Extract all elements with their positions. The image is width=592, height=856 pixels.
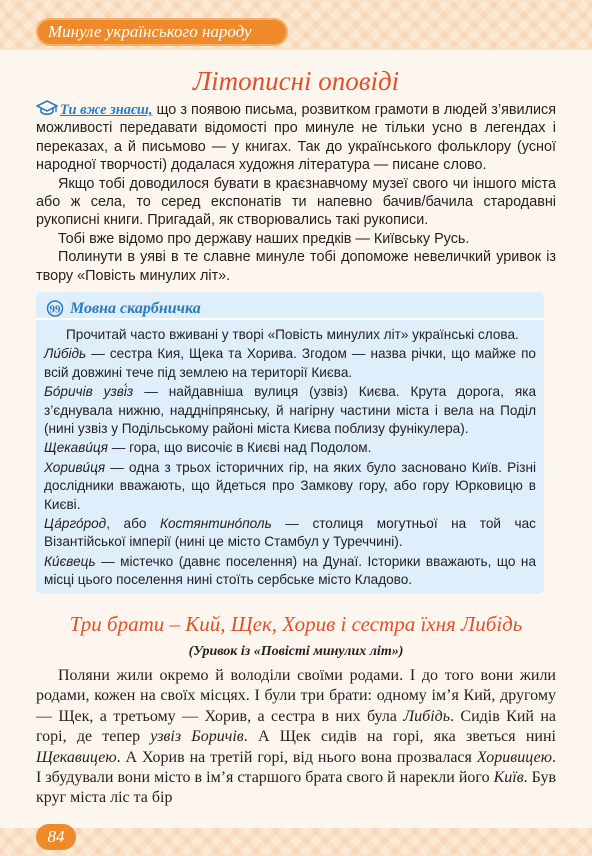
vocabulary-intro: Прочитай часто вживані у творі «Повість минулих літ» українські слова. [66,327,519,342]
vocab-definition: — гора, що височіє в Києві над Подолом. [107,440,372,456]
vocabulary-box [36,292,544,594]
story-run: . І збудували вони місто в ім’я старшого брата свого й нарекли його [36,748,556,787]
intro-text-1: що з появою письма, розвитком грамоти в людей з’явилися можливості передавати відомості про минуле не тільки усно в легендах і переказах, а й письмово — у книгах. Так до українського фольклору (усної народної творчості) додалася художня література — писане слово. [36,102,556,174]
intro-section [36,100,556,285]
story-run: . Сидів Кий на горі, де тепер [36,707,557,746]
vocab-definition: — столиця могутньої на той час Візантійської імперії (нині це місто Стамбул у Туреччині). [44,516,536,550]
you-know-label: Ти вже знаєш, [60,102,153,118]
intro-paragraph-1 [36,100,556,175]
vocab-definition: — містечко (давнє поселення) на Дунаї. Історики вважають, що на місці цього поселення нині стоїть сербське місто Кладово. [44,553,536,588]
vocabulary-header [46,298,201,320]
vocab-definition: — одна з трьох історичних гір, на яких було засновано Київ. Різні дослідники вважають, що йдеться про Замкову гору, або гору Юрковицю в Києві. [44,459,536,512]
story-run: Поляни жили окремо й володіли своїми родами. І до того вони жили родами, кожен на своїх місцях. І були три брати: одному ім’я Кий, другому — Щек, а третьому — Хорив, а сестра в них була [36,667,556,725]
vocab-term: Ца́рго́род [44,516,107,532]
vocabulary-divider [36,318,544,320]
vocab-item [44,459,536,514]
story-run: . Був круг міста ліс та бір [36,769,557,807]
intro-paragraph-3: Тобі вже відомо про державу наших предків — Київську Русь. [58,230,470,247]
story-subtitle: (Уривок із «Повісті минулих літ») [188,644,404,659]
vocab-term: Ки́євець [44,553,96,569]
vocab-definition: — найдавніша вулиця (узвіз) Києва. Крута дорога, яка з’єднувала нижню, наддніпрянську, й нагірну частини міста і вела на Поділ (нині узвіз у Подільському районі міста Києва поблизу фунікулера). [44,384,537,437]
vocab-connector: , або [106,516,160,532]
vocabulary-body [44,326,536,591]
story-emphasis: Щекавицею [36,748,117,766]
page-title: Літописні оповіді [192,66,400,96]
intro-paragraph-2: Якщо тобі доводилося бувати в краєзнавчому музеї свого чи іншого міста або ж села, то серед експонатів ти напевно бачив/бачила стародавні рукописні книги. Пригадай, як створювались такі рукописи. [36,175,556,229]
intro-paragraph-4: Полинути в уяві в те славне минуле тобі допоможе невеличкий уривок із твору «Повість минулих літ». [36,249,556,284]
vocab-term: Щекави́ця [44,440,108,456]
vocab-item [44,439,536,457]
story-emphasis: Хоривицею [476,748,552,766]
story-emphasis: Київ [493,769,524,787]
vocab-definition: — сестра Кия, Щека та Хорива. Згодом — назва річки, що майже по всій довжині тече під землею на території Києва. [44,346,536,380]
vocab-term: Бо́ричів узві́з [44,384,134,400]
story-run: . А Щек сидів на горі, яка зветься нині [243,728,557,746]
section-tab: Минуле українського народу [36,18,288,46]
graduation-cap-icon [36,100,58,116]
vocab-item [44,553,536,590]
speech-bubble-icon [46,300,64,318]
bottom-ornament [0,828,592,856]
story-run: . А Хорив на третій горі, від нього вона прозвалася [116,748,477,766]
story-title: Три брати – Кий, Щек, Хорив і сестра їхня Либідь [69,612,523,636]
vocab-item [44,383,536,438]
page-number: 84 [36,824,76,850]
svg-text:99: 99 [49,303,61,316]
story-text [36,666,556,809]
story-paragraph [36,666,556,809]
vocabulary-title: Мовна скарбничка [70,300,201,317]
vocab-term: Костянтино́поль [159,516,272,532]
vocab-item [44,345,536,382]
story-emphasis: узвіз Боричів [150,728,244,746]
story-emphasis: Либідь [403,707,451,725]
vocab-item [44,515,536,552]
vocab-term: Ли́бідь [44,346,87,362]
vocab-term: Хориви́ця [44,459,106,475]
